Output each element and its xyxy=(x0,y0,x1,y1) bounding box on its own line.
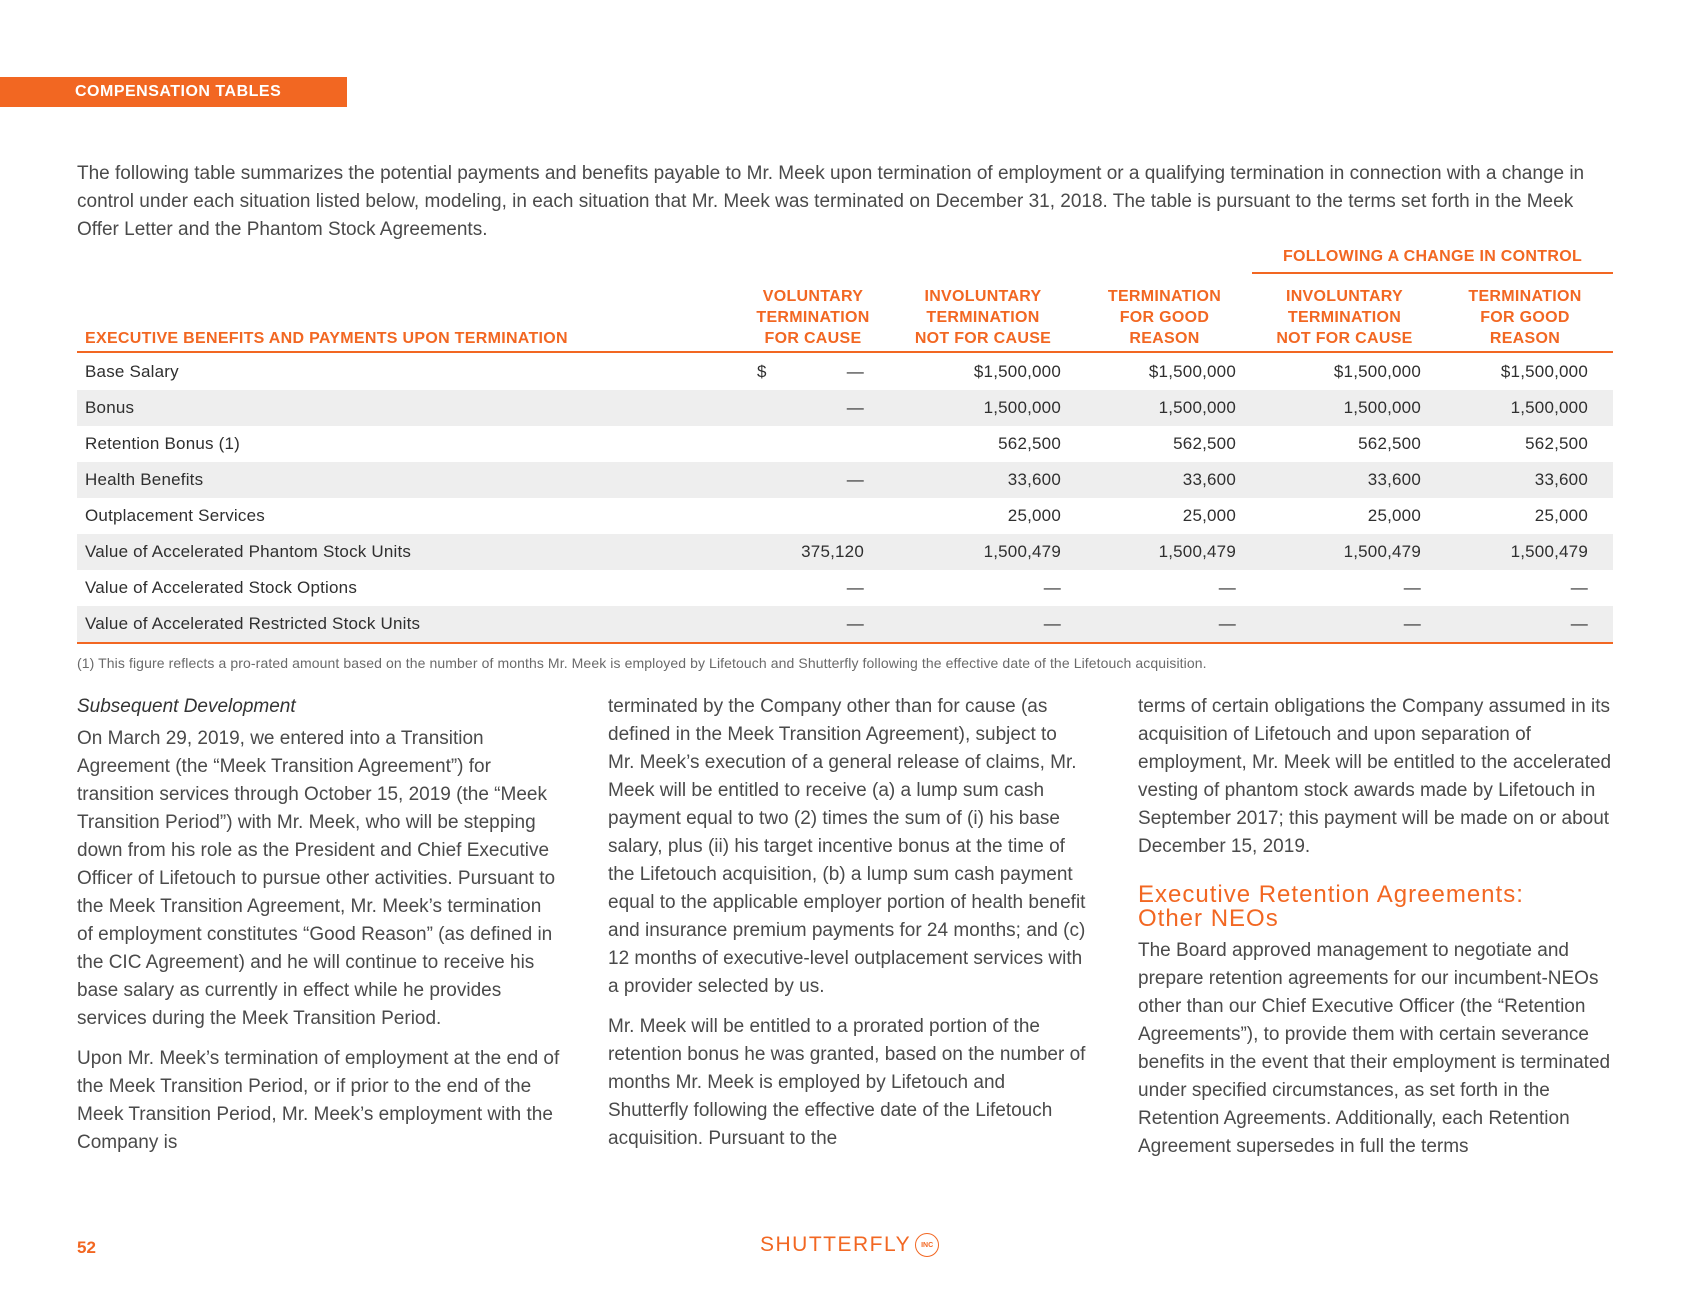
table-cell: 33,600 xyxy=(1367,470,1421,489)
row-label: Value of Accelerated Phantom Stock Units xyxy=(85,542,412,561)
table-cell: 1,500,000 xyxy=(983,398,1061,417)
table-row xyxy=(77,570,1613,606)
table-cell: 1,500,479 xyxy=(1343,542,1421,561)
page-number: 52 xyxy=(77,1238,96,1257)
shutterfly-logo xyxy=(760,1233,939,1257)
table-cell: 33,600 xyxy=(1007,470,1061,489)
table-cell: — xyxy=(1043,578,1061,597)
table-cell: 25,000 xyxy=(1182,506,1236,525)
table-cell: $1,500,000 xyxy=(973,362,1061,381)
paragraph: On March 29, 2019, we entered into a Transition Agreement (the “Meek Transition Agreement”) for transition services through October 15, 2019 (the “Meek Transition Period”) with Mr. Meek, who will be stepping down from his role as the President and Chief Executive Officer of Lifetouch to pursue other activities. Pursuant to the Meek Transition Agreement, Mr. Meek’s termination of employment constitutes “Good Reason” (as defined in the CIC Agreement) and he will continue to receive his base salary as currently in effect while he provides services during the Meek Transition Period. xyxy=(77,728,556,1029)
table-cell: — xyxy=(1403,614,1421,633)
table-cell: 1,500,479 xyxy=(1158,542,1236,561)
table-cell: — xyxy=(1570,578,1588,597)
table-cell: $1,500,000 xyxy=(1148,362,1236,381)
body-column-1 xyxy=(77,693,562,1169)
currency-symbol: $ xyxy=(757,362,767,381)
table-row xyxy=(77,390,1613,426)
table-row xyxy=(77,426,1613,462)
table-cell: 25,000 xyxy=(1007,506,1061,525)
table-header-row xyxy=(77,287,1613,353)
table-row xyxy=(77,606,1613,644)
table-cell: 375,120 xyxy=(801,542,864,561)
inc-badge-icon: INC xyxy=(915,1233,939,1257)
section-heading: Executive Retention Agreements: Other NEOs xyxy=(1138,881,1524,932)
table-cell: 25,000 xyxy=(1534,506,1588,525)
paragraph: Upon Mr. Meek’s termination of employment at the end of the Meek Transition Period, or if prior to the end of the Meek Transition Period, Mr. Meek’s employment with the Company is xyxy=(77,1048,560,1153)
table-cell: 25,000 xyxy=(1367,506,1421,525)
intro-paragraph: The following table summarizes the potential payments and benefits payable to Mr. Meek upon termination of employment or a qualifying termination in connection with a change in control under each situation listed below, modeling, in each situation that Mr. Meek was terminated on December 31, 2018. The table is pursuant to the terms set forth in the Meek Offer Letter and the Phantom Stock Agreements. xyxy=(77,163,1585,240)
column-header-voluntary-for-cause: VOLUNTARY TERMINATION FOR CAUSE xyxy=(756,288,870,347)
row-label: Health Benefits xyxy=(85,470,204,489)
paragraph: terminated by the Company other than for cause (as defined in the Meek Transition Agreement), subject to Mr. Meek’s execution of a general release of claims, Mr. Meek will be entitled to receive (a) a lump sum cash payment equal to two (2) times the sum of (i) his base salary, plus (ii) his target incentive bonus at the time of the Lifetouch acquisition, (b) a lump sum cash payment equal to the applicable employer portion of health benefit and insurance premium payments for 24 months; and (c) 12 months of executive-level outplacement services with a provider selected by us. xyxy=(608,696,1086,997)
table-cell: — xyxy=(846,614,864,633)
section-tag xyxy=(0,77,347,107)
table-cell: 562,500 xyxy=(1525,434,1588,453)
table-row xyxy=(77,354,1613,390)
row-label: Retention Bonus (1) xyxy=(85,434,240,453)
subsection-heading: Subsequent Development xyxy=(77,696,296,717)
table-cell: 1,500,479 xyxy=(983,542,1061,561)
table-cell: 33,600 xyxy=(1182,470,1236,489)
column-header-cic-good-reason: TERMINATION FOR GOOD REASON xyxy=(1468,288,1582,347)
paragraph: terms of certain obligations the Company assumed in its acquisition of Lifetouch and upon separation of employment, Mr. Meek will be entitled to the accelerated vesting of phantom stock awards made by Lifetouch in September 2017; this payment will be made on or about December 15, 2019. xyxy=(1138,696,1612,857)
table-cell: — xyxy=(846,470,864,489)
column-header-cic-involuntary-not-for-cause: INVOLUNTARY TERMINATION NOT FOR CAUSE xyxy=(1276,288,1413,347)
table-cell: 1,500,479 xyxy=(1510,542,1588,561)
table-cell: 1,500,000 xyxy=(1510,398,1588,417)
table-row xyxy=(77,462,1613,498)
change-in-control-group-header: FOLLOWING A CHANGE IN CONTROL xyxy=(1252,248,1613,274)
table-cell: 562,500 xyxy=(1173,434,1236,453)
row-label: Value of Accelerated Restricted Stock Units xyxy=(85,614,421,633)
row-label: Base Salary xyxy=(85,362,179,381)
table-cell: — xyxy=(1570,614,1588,633)
table-row xyxy=(77,534,1613,570)
row-label: Value of Accelerated Stock Options xyxy=(85,578,358,597)
column-header-good-reason: TERMINATION FOR GOOD REASON xyxy=(1107,288,1222,347)
table-cell: 33,600 xyxy=(1534,470,1588,489)
table-cell: 1,500,000 xyxy=(1343,398,1421,417)
table-cell: — xyxy=(1218,578,1236,597)
column-header-involuntary-not-for-cause: INVOLUNTARY TERMINATION NOT FOR CAUSE xyxy=(914,288,1052,347)
column-header-benefit: EXECUTIVE BENEFITS AND PAYMENTS UPON TERMINATION xyxy=(85,330,568,347)
paragraph: The Board approved management to negotiate and prepare retention agreements for our incumbent-NEOs other than our Chief Executive Officer (the “Retention Agreements”), to provide them with certain severance benefits in the event that their employment is terminated under specified circumstances, as set forth in the Retention Agreements. Additionally, each Retention Agreement supersedes in full the terms xyxy=(1138,940,1611,1157)
table-cell: — xyxy=(1043,614,1061,633)
table-cell: 562,500 xyxy=(1358,434,1421,453)
logo-text: SHUTTERFLY xyxy=(760,1233,912,1256)
table-cell: — xyxy=(1403,578,1421,597)
table-cell: 1,500,000 xyxy=(1158,398,1236,417)
paragraph: Mr. Meek will be entitled to a prorated portion of the retention bonus he was granted, based on the number of months Mr. Meek is employed by Lifetouch and Shutterfly following the effective date of the Lifetouch acquisition. Pursuant to the xyxy=(608,1016,1086,1149)
table-cell: $1,500,000 xyxy=(1500,362,1588,381)
table-cell: $1,500,000 xyxy=(1333,362,1421,381)
table-cell: — xyxy=(846,398,864,417)
table-cell: 562,500 xyxy=(998,434,1061,453)
table-cell: — xyxy=(846,578,864,597)
row-label: Outplacement Services xyxy=(85,506,265,525)
table-footnote: (1) This figure reflects a pro-rated amount based on the number of months Mr. Meek is employed by Lifetouch and Shutterfly following the effective date of the Lifetouch acquisition. xyxy=(77,655,1207,671)
table-row xyxy=(77,498,1613,534)
table-cell: $ — xyxy=(757,362,864,381)
section-label: COMPENSATION TABLES xyxy=(75,83,282,100)
body-column-3 xyxy=(1138,693,1623,1173)
table-body xyxy=(77,354,1613,644)
body-column-2 xyxy=(608,693,1088,1165)
row-label: Bonus xyxy=(85,398,135,417)
table-cell: — xyxy=(1218,614,1236,633)
